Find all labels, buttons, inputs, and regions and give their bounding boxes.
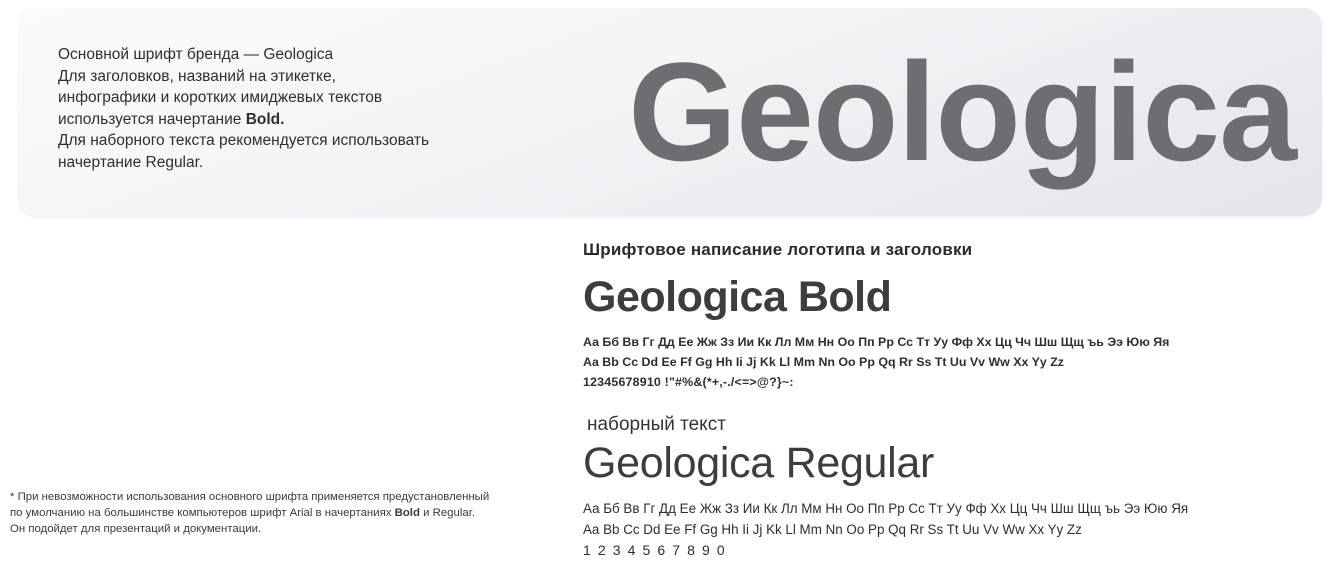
footnote-line-2: [10, 505, 570, 521]
footnote: [10, 489, 570, 537]
banner-line-6: начертание Regular.: [58, 153, 204, 171]
bold-latin-glyphs: Aa Bb Cc Dd Ee Ff Gg Hh Ii Jj Kk Ll Mm Nn Oo Pp Qq Rr Ss Tt Uu Vv Ww Xx Yy Zz: [583, 355, 1064, 369]
banner-description: [58, 44, 578, 173]
footnote-line-2-suffix: и Regular.: [419, 507, 476, 519]
font-specimen: [583, 240, 1323, 561]
footnote-line-3: Он подойдет для презентаций и документации.: [10, 523, 262, 535]
bold-sample-name: Geologica Bold: [583, 273, 892, 321]
banner-line-1: Основной шрифт бренда — Geologica: [58, 46, 334, 63]
hero-banner: [18, 8, 1322, 216]
display-wordmark: Geologica: [628, 33, 1296, 190]
banner-line-4-bold: Bold.: [245, 110, 285, 128]
specimen-heading: Шрифтовое написание логотипа и заголовки: [583, 240, 973, 259]
regular-cyrillic-glyphs: Аа Бб Вв Гг Дд Ее Жж Зз Ии Кк Лл Мм Нн Оо Пп Рр Сс Тт Уу Фф Хх Цц Чч Шш Щщ ъь Ээ Юю Яя: [583, 501, 1189, 516]
bold-cyrillic-glyphs: Аа Бб Вв Гг Дд Ее Жж Зз Ии Кк Лл Мм Нн Оо Пп Рр Сс Тт Уу Фф Хх Цц Чч Шш Щщ ъь Ээ Юю Яя: [583, 335, 1170, 349]
footnote-line-2-bold: Bold: [394, 507, 420, 519]
bold-digits-glyphs: 12345678910 !"#%&(*+,-./<=>@?}~:: [583, 375, 794, 389]
footnote-line-2-prefix: по умолчанию на большинстве компьютеров шрифт Arial в начертаниях: [10, 507, 395, 519]
banner-line-2: Для заголовков, названий на этикетке,: [58, 67, 336, 85]
banner-line-3: инфографики и коротких имиджевых текстов: [58, 89, 383, 106]
regular-latin-glyphs: Aa Bb Cc Dd Ee Ff Gg Hh Ii Jj Kk Ll Mm Nn Oo Pp Qq Rr Ss Tt Uu Vv Ww Xx Yy Zz: [583, 522, 1082, 537]
footnote-line-1: * При невозможности использования основного шрифта применяется предустановленный: [10, 491, 490, 503]
banner-line-4-prefix: используется начертание: [58, 110, 246, 128]
regular-sample-name: Geologica Regular: [583, 439, 935, 487]
banner-line-4: [58, 109, 578, 131]
banner-line-5: Для наборного текста рекомендуется использовать: [58, 132, 430, 149]
body-text-label: наборный текст: [587, 414, 726, 435]
regular-digits-glyphs: 1 2 3 4 5 6 7 8 9 0: [583, 542, 727, 558]
